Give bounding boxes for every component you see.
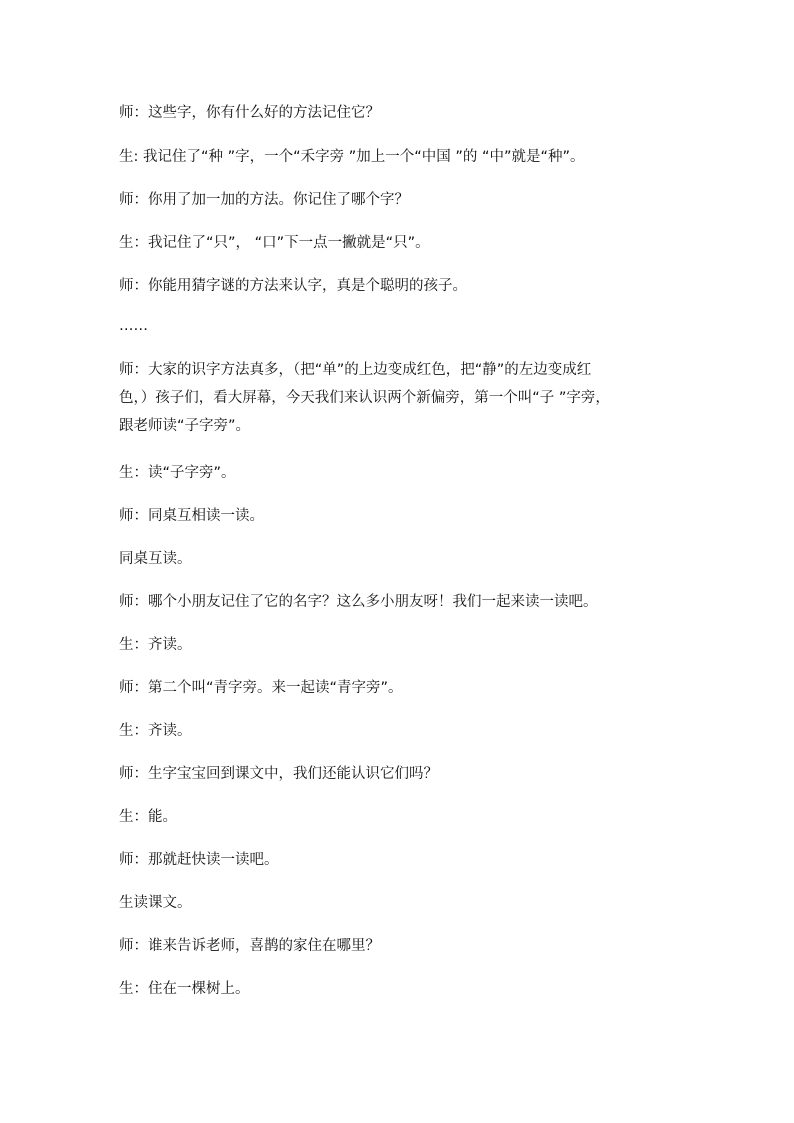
teacher-paragraph-line-1: 师：大家的识字方法真多，（把“单”的上边变成红色，把“静”的左边变成红: [119, 362, 592, 378]
dialogue-line-17: 生读课文。: [119, 895, 192, 911]
teacher-paragraph-line-2: 色，）孩子们，看大屏幕，今天我们来认识两个新偏旁，第一个叫“子 ”字旁，: [119, 390, 610, 406]
dialogue-line-2: 生: 我记住了“种 ”字，一个“禾字旁 ”加上一个“中国 ”的 “中”就是“种”。: [119, 149, 585, 165]
dialogue-line-3: 师：你用了加一加的方法。你记住了哪个字？: [119, 192, 409, 208]
teacher-paragraph-line-3: 跟老师读“子字旁”。: [119, 418, 251, 434]
dialogue-line-11: 生：齐读。: [119, 637, 192, 653]
dialogue-line-16: 师：那就赶快读一读吧。: [119, 852, 279, 868]
dialogue-line-12: 师：第二个叫“青字旁。来一起读“青字旁”。: [119, 680, 403, 696]
ellipsis-line: ……: [119, 318, 148, 334]
dialogue-line-18: 师：谁来告诉老师，喜鹊的家住在哪里？: [119, 938, 380, 954]
dialogue-line-7: 生：读“子字旁”。: [119, 465, 236, 481]
dialogue-line-9: 同桌互读。: [119, 551, 192, 567]
dialogue-line-14: 师：生字宝宝回到课文中，我们还能认识它们吗？: [119, 766, 438, 782]
dialogue-line-10: 师：哪个小朋友记住了它的名字？这么多小朋友呀！我们一起来读一读吧。: [119, 594, 598, 610]
dialogue-line-8: 师：同桌互相读一读。: [119, 508, 264, 524]
teacher-paragraph: [119, 360, 699, 444]
dialogue-line-1: 师：这些字，你有什么好的方法记住它？: [119, 105, 380, 121]
dialogue-line-13: 生：齐读。: [119, 723, 192, 739]
dialogue-line-15: 生：能。: [119, 809, 177, 825]
dialogue-line-19: 生：住在一棵树上。: [119, 981, 250, 997]
dialogue-line-5: 师：你能用猜字谜的方法来认字，真是个聪明的孩子。: [119, 278, 467, 294]
dialogue-line-4: 生：我记住了“只”， “口”下一点一撇就是“只”。: [119, 235, 430, 251]
